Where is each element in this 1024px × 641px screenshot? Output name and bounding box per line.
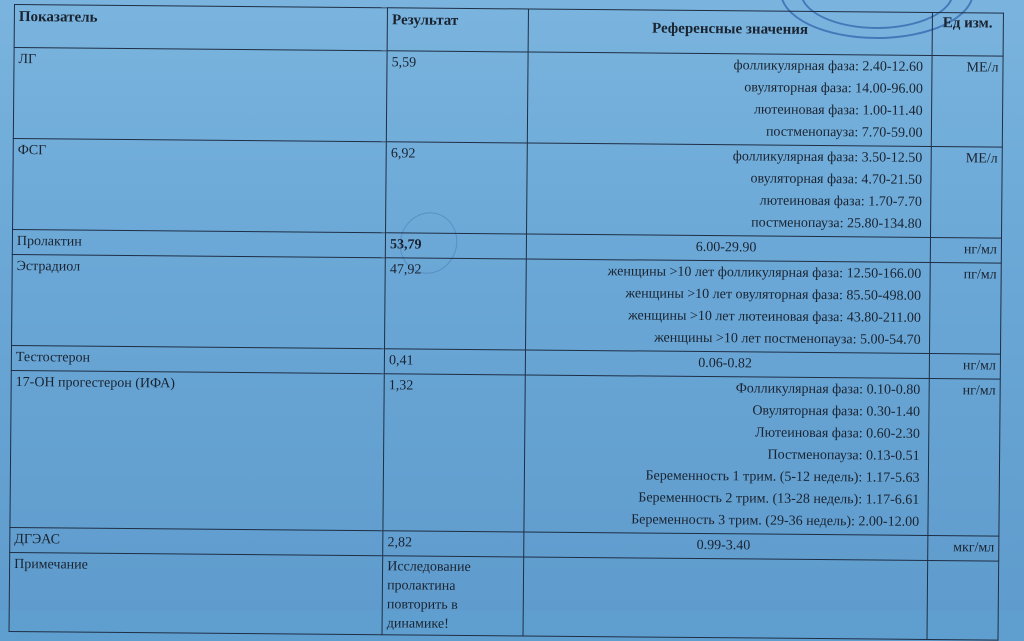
test-name: Эстрадиол xyxy=(12,254,386,348)
reference-line: женщины >10 лет фолликулярная фаза: 12.50-166.00 xyxy=(607,264,922,282)
reference-line: Беременность 3 трим. (29-36 недель): 2.00-12.00 xyxy=(631,512,920,530)
test-unit: нг/мл xyxy=(930,238,1002,264)
reference-line: 0.06-0.82 xyxy=(698,355,752,372)
reference-line: фолликулярная фаза: 3.50-12.50 xyxy=(732,149,923,166)
test-result: 0,41 xyxy=(384,349,525,375)
test-name: ФСГ xyxy=(13,138,387,232)
test-name: 17-ОН прогестерон (ИФА) xyxy=(10,370,385,530)
test-unit: МЕ/л xyxy=(931,56,1003,148)
reference-line: 6.00-29.90 xyxy=(695,239,757,256)
reference-line: Лютеиновая фаза: 0.60-2.30 xyxy=(755,425,920,442)
test-result: 6,92 xyxy=(386,142,527,234)
table-row xyxy=(13,48,1003,148)
note-empty-cell xyxy=(523,557,927,640)
test-result: 1,32 xyxy=(383,374,525,532)
table-row xyxy=(10,370,1000,536)
reference-values xyxy=(526,234,930,263)
reference-values xyxy=(524,532,928,561)
reference-line: овуляторная фаза: 4.70-21.50 xyxy=(750,171,923,188)
reference-line: постменопауза: 7.70-59.00 xyxy=(765,124,923,141)
test-result: 2,82 xyxy=(383,531,524,557)
test-name: ЛГ xyxy=(13,48,387,142)
test-name: Пролактин xyxy=(12,229,385,257)
header-result: Результат xyxy=(387,8,528,52)
header-reference: Референсные значения xyxy=(528,9,932,56)
test-name: ДГЭАС xyxy=(10,527,383,555)
reference-values xyxy=(526,143,931,238)
header-unit: Ед изм. xyxy=(932,13,1004,57)
test-unit: пг/мл xyxy=(929,263,1001,355)
reference-line: Постменопауза: 0.13-0.51 xyxy=(767,447,920,464)
reference-line: Фолликулярная фаза: 0.10-0.80 xyxy=(735,381,921,398)
reference-values xyxy=(524,375,929,536)
reference-line: женщины >10 лет лютеиновая фаза: 43.80-211.00 xyxy=(628,308,921,326)
reference-values xyxy=(527,52,932,147)
test-unit: МЕ/л xyxy=(930,147,1002,239)
reference-values xyxy=(525,350,929,379)
reference-values xyxy=(525,259,930,354)
reference-line: Беременность 1 трим. (5-12 недель): 1.17-5.63 xyxy=(645,468,920,486)
test-result: 53,79 xyxy=(385,233,526,259)
test-unit: нг/мл xyxy=(927,378,1000,536)
reference-line: фолликулярная фаза: 2.40-12.60 xyxy=(733,58,924,75)
note-row xyxy=(9,552,999,640)
test-unit: мкг/мл xyxy=(927,535,999,561)
note-text: Исследование пролактина повторить в динамике! xyxy=(382,556,523,636)
reference-line: Овуляторная фаза: 0.30-1.40 xyxy=(752,403,921,420)
results-table xyxy=(9,4,1004,641)
test-name: Тестостерон xyxy=(11,345,384,373)
reference-line: Беременность 2 трим. (13-28 недель): 1.17-6.61 xyxy=(638,490,920,508)
header-name: Показатель xyxy=(14,5,388,51)
reference-line: овуляторная фаза: 14.00-96.00 xyxy=(744,80,923,97)
test-result: 5,59 xyxy=(386,51,527,143)
reference-line: лютеиновая фаза: 1.00-11.40 xyxy=(753,102,923,119)
reference-line: лютеиновая фаза: 1.70-7.70 xyxy=(759,193,922,210)
test-unit: нг/мл xyxy=(929,353,1001,379)
reference-line: постменопауза: 25.80-134.80 xyxy=(751,215,922,232)
table-row xyxy=(12,254,1002,354)
note-empty-cell xyxy=(927,560,999,640)
reference-line: женщины >10 лет постменопауза: 5.00-54.70 xyxy=(654,330,921,348)
test-result: 47,92 xyxy=(385,258,526,350)
reference-line: 0.99-3.40 xyxy=(696,537,751,554)
reference-line: женщины >10 лет овуляторная фаза: 85.50-498.00 xyxy=(625,286,922,304)
table-row xyxy=(13,138,1003,238)
note-label: Примечание xyxy=(9,552,383,634)
